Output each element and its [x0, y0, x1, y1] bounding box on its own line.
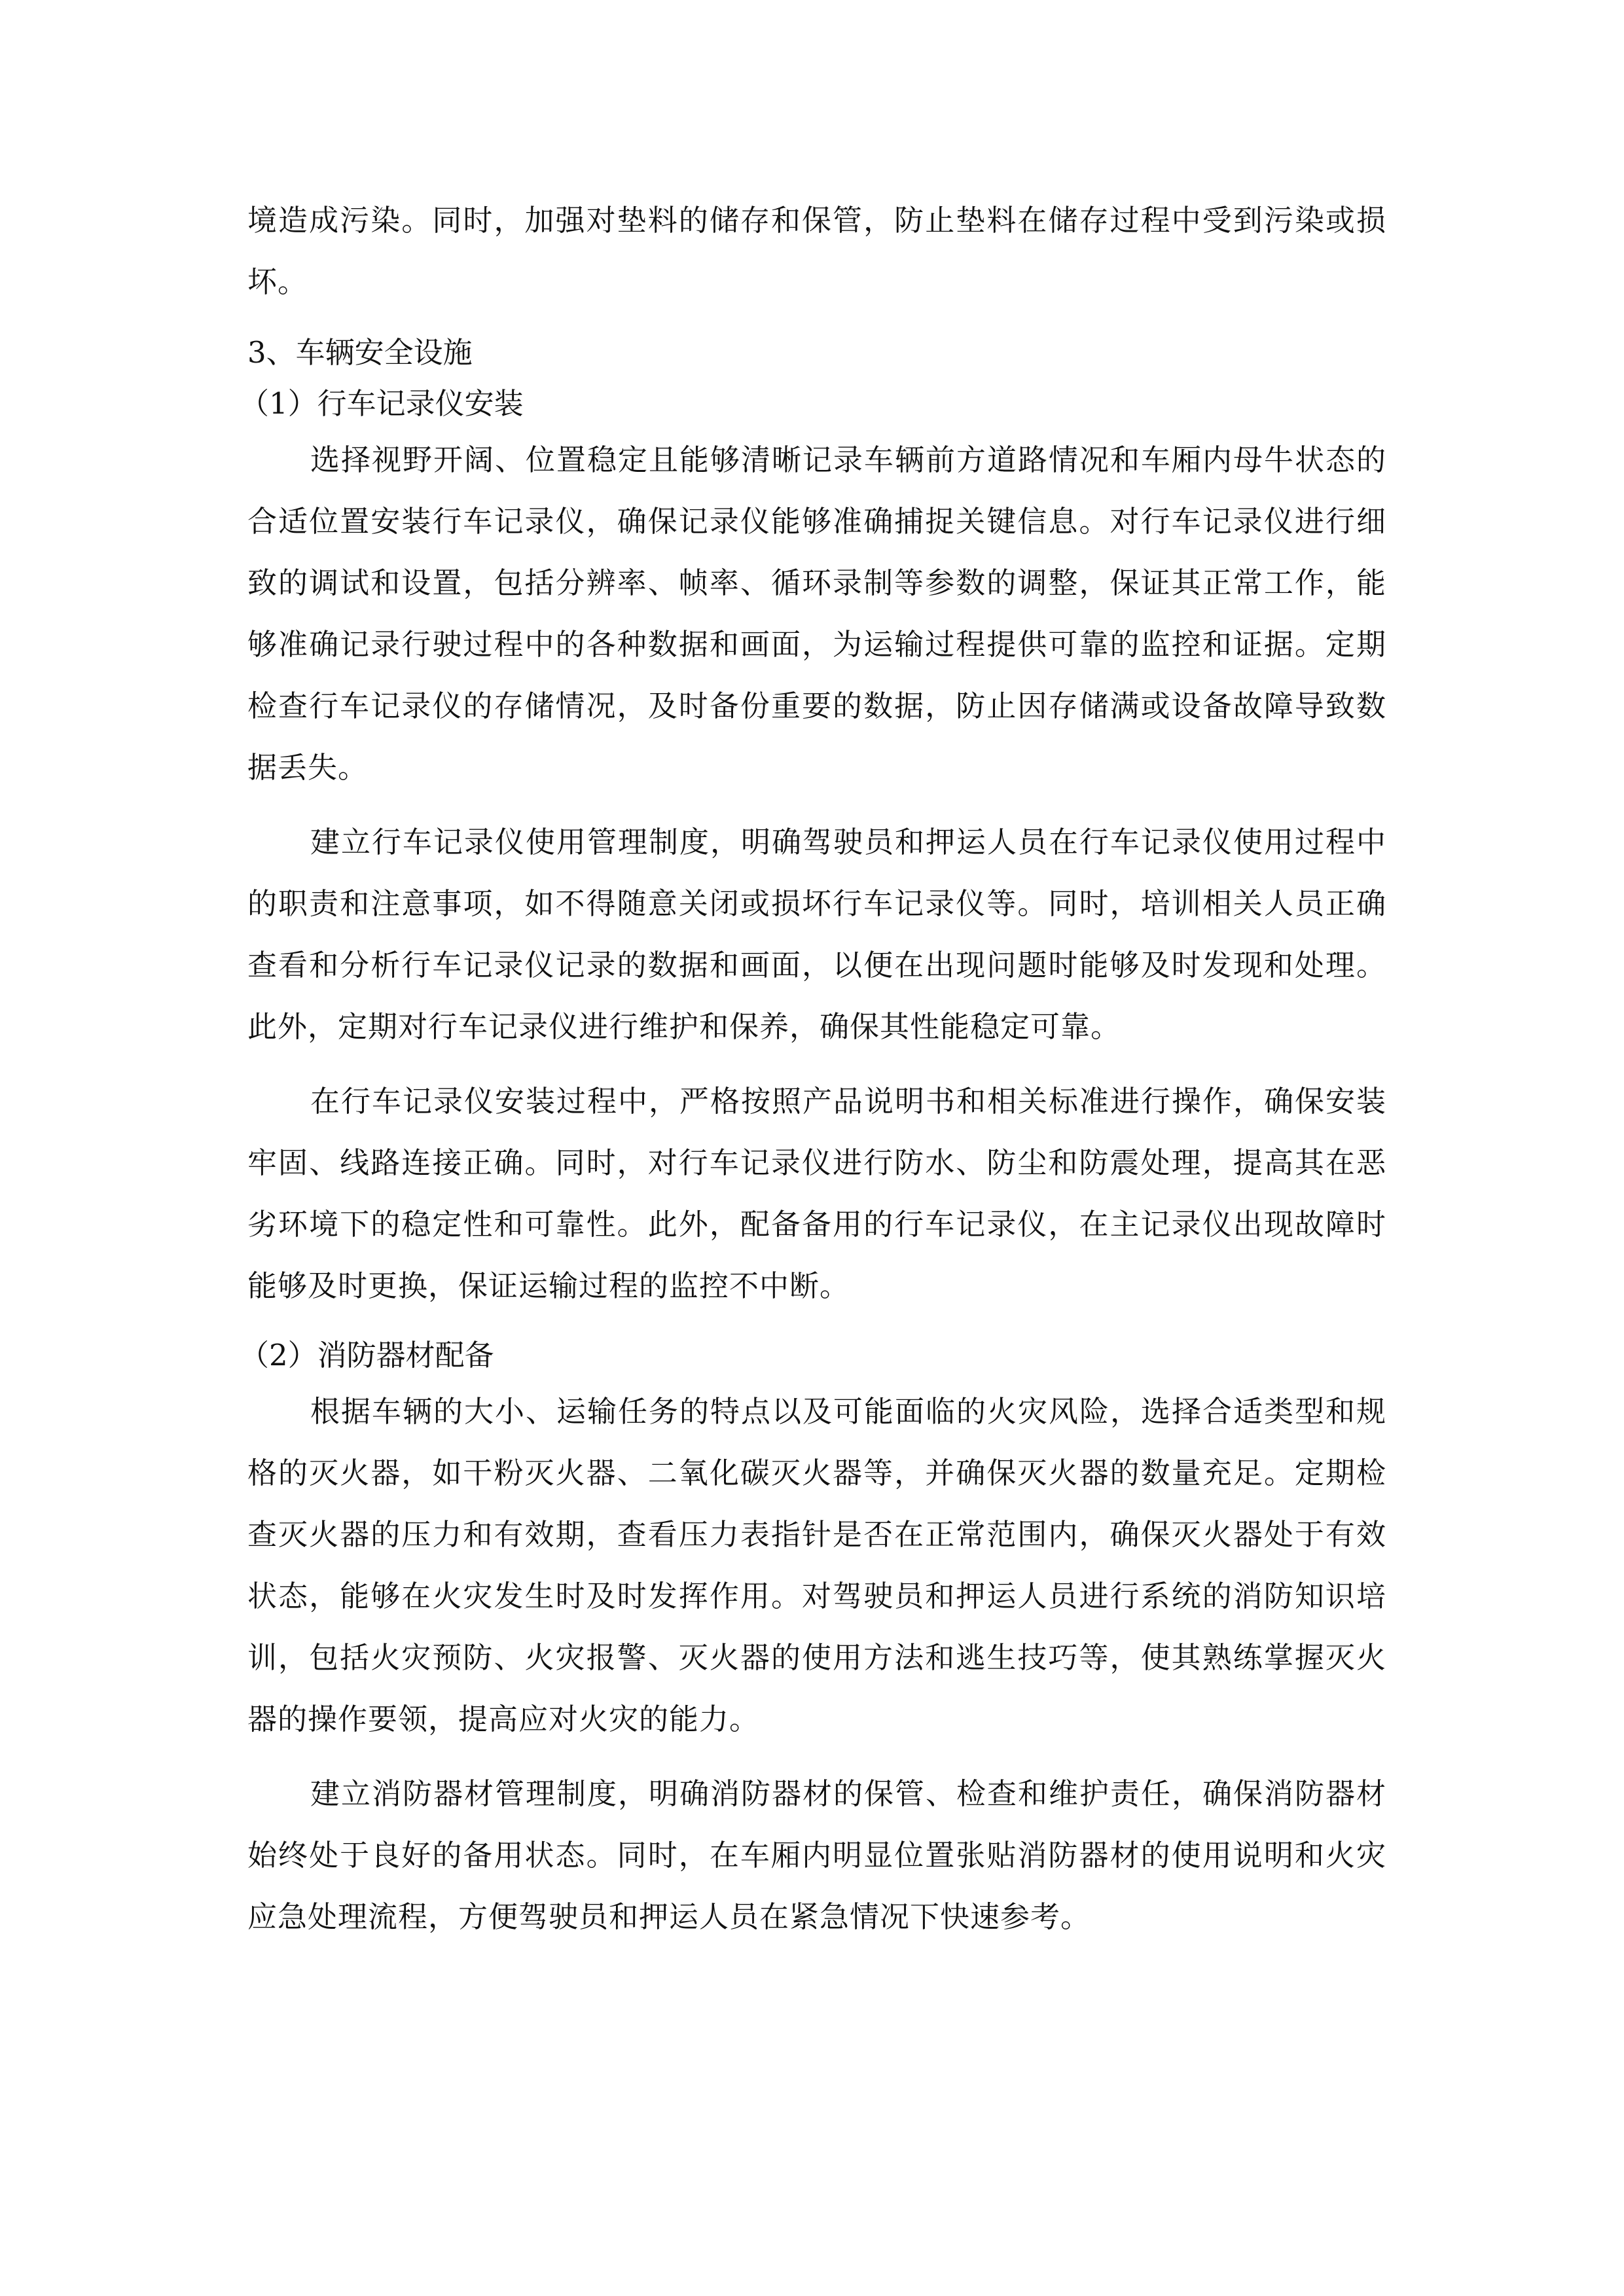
paragraph-extinguisher-selection: 根据车辆的大小、运输任务的特点以及可能面临的火灾风险，选择合适类型和规格的灭火器，如干粉灭火器、二氧化碳灭火器等，并确保灭火器的数量充足。定期检查灭火器的压力和有效期，查看压力表指针是否在正常范围内，确保灭火器处于有效状态，能够在火灾发生时及时发挥作用。对驾驶员和押运人员进行系统的消防知识培训，包括火灾预防、火灾报警、灭火器的使用方法和逃生技巧等，使其熟练掌握灭火器的操作要领，提高应对火灾的能力。: [247, 1394, 1386, 1736]
paragraph-fire-equipment-management: 建立消防器材管理制度，明确消防器材的保管、检查和维护责任，确保消防器材始终处于良好的备用状态。同时，在车厢内明显位置张贴消防器材的使用说明和火灾应急处理流程，方便驾驶员和押运人员在紧急情况下快速参考。: [247, 1776, 1386, 1934]
paragraph-recorder-placement: 选择视野开阔、位置稳定且能够清晰记录车辆前方道路情况和车厢内母牛状态的合适位置安装行车记录仪，确保记录仪能够准确捕捉关键信息。对行车记录仪进行细致的调试和设置，包括分辨率、帧率、循环录制等参数的调整，保证其正常工作，能够准确记录行驶过程中的各种数据和画面，为运输过程提供可靠的监控和证据。定期检查行车记录仪的存储情况，及时备份重要的数据，防止因存储满或设备故障导致数据丢失。: [247, 442, 1386, 785]
paragraph-continuation: 境造成污染。同时，加强对垫料的储存和保管，防止垫料在储存过程中受到污染或损坏。: [247, 203, 1386, 299]
paragraph-recorder-management: 建立行车记录仪使用管理制度，明确驾驶员和押运人员在行车记录仪使用过程中的职责和注意事项，如不得随意关闭或损坏行车记录仪等。同时，培训相关人员正确查看和分析行车记录仪记录的数据和画面，以便在出现问题时能够及时发现和处理。此外，定期对行车记录仪进行维护和保养，确保其性能稳定可靠。: [247, 825, 1386, 1044]
section-heading: 3、车辆安全设施: [247, 335, 473, 370]
document-page: [240, 190, 1386, 1948]
paragraph-recorder-installation: 在行车记录仪安装过程中，严格按照产品说明书和相关标准进行操作，确保安装牢固、线路连接正确。同时，对行车记录仪进行防水、防尘和防震处理，提高其在恶劣环境下的稳定性和可靠性。此外，配备备用的行车记录仪，在主记录仪出现故障时能够及时更换，保证运输过程的监控不中断。: [247, 1084, 1386, 1303]
subsection-heading-recorder: （1）行车记录仪安装: [240, 386, 524, 421]
subsection-heading-fire-equipment: （2）消防器材配备: [240, 1338, 494, 1372]
